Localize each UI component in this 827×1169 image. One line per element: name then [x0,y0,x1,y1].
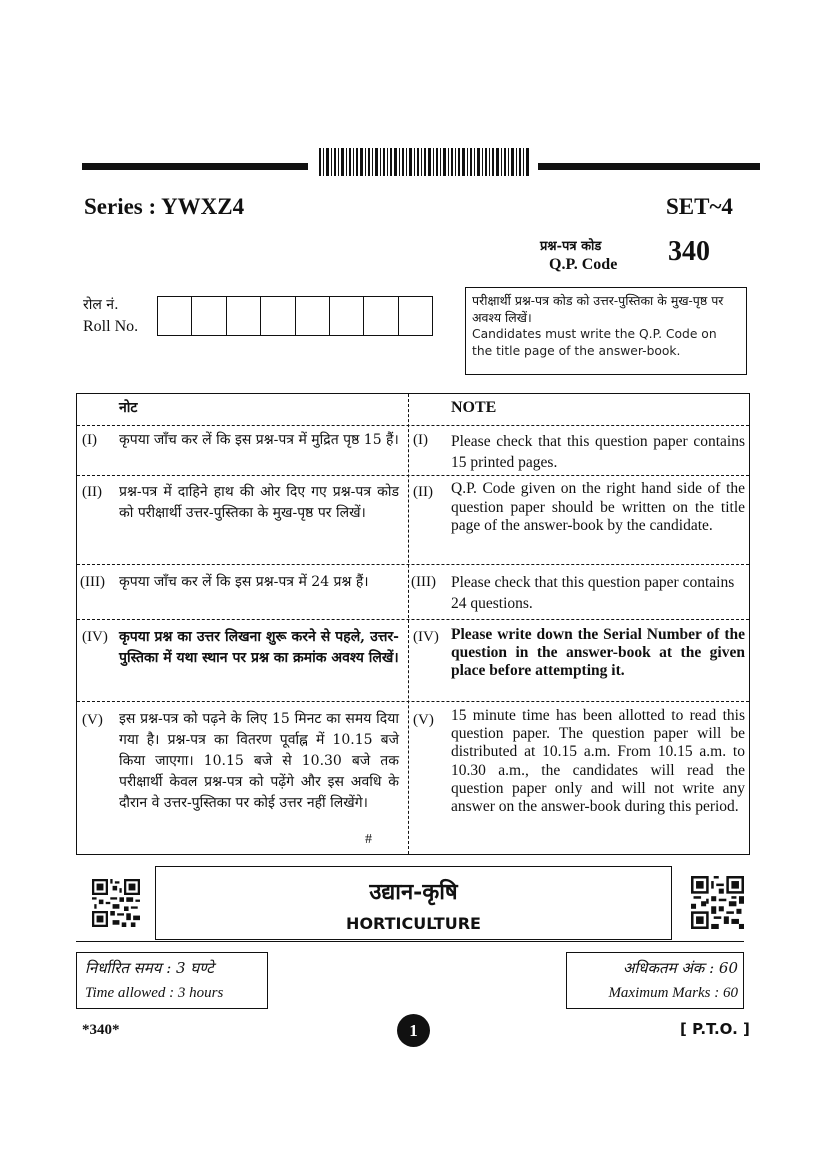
subject-box [155,866,672,940]
note-header-english: NOTE [451,399,497,416]
top-rule-right [538,163,760,170]
note-item-hindi: इस प्रश्न-पत्र को पढ़ने के लिए 15 मिनट का समय दिया गया है। प्रश्न-पत्र का वितरण पूर्वाह्न में 10.15 बजे किया जाएगा। 10.15 बजे से 10.30 बजे तक परीक्षार्थी केवल प्रश्न-पत्र को पढ़ेंगे और इस अवधि के दौरान वे उत्तर-पुस्तिका पर कोई उत्तर नहीं लिखेंगे। [119,711,399,811]
note-item-hindi: कृपया जाँच कर लें कि इस प्रश्न-पत्र में मुद्रित पृष्ठ 15 हैं। [119,432,399,448]
note-number: (IV) [413,629,439,645]
subject-title-hindi: उद्यान-कृषि [369,879,458,905]
column-divider [408,394,409,854]
note-number: (II) [413,484,433,500]
note-item-english: 15 minute time has been allotted to read this question paper. The question paper will be distributed at 10.15 a.m. From 10.15 a.m. to 10.30 a.m., the candidates will read the question paper only and will not write any answer on the answer-book during this period. [451,707,745,816]
row-divider [77,701,749,702]
qp-code-label-hindi: प्रश्न-पत्र कोड [540,239,602,254]
note-number: (V) [413,712,434,728]
row-divider [77,619,749,620]
note-item-hindi: कृपया जाँच कर लें कि इस प्रश्न-पत्र में 24 प्रश्न हैं। [119,574,369,590]
candidate-instruction-hindi: परीक्षार्थी प्रश्न-पत्र कोड को उत्तर-पुस्तिका के मुख-पृष्ठ पर अवश्य लिखें। [472,293,724,325]
roll-box[interactable] [261,297,295,335]
maximum-marks-box [566,952,744,1009]
top-rule-left [82,163,308,170]
note-item-english: Q.P. Code given on the right hand side of the question paper should be written on the title page of the answer-book by the candidate. [451,480,745,534]
pto-label: [ P.T.O. ] [680,1020,750,1038]
qp-code-label-english: Q.P. Code [549,256,618,273]
note-number: (V) [82,712,103,728]
qr-code-right-icon [691,876,744,929]
note-number: (I) [413,432,428,448]
qr-code-left-icon [92,879,140,927]
roll-box[interactable] [192,297,226,335]
page-number: 1 [397,1014,430,1047]
row-divider [77,475,749,476]
divider [76,941,744,942]
set-label: SET~4 [666,194,733,219]
series-label: Series : YWXZ4 [84,194,245,219]
note-table [76,393,750,855]
candidate-instruction-box [465,287,747,375]
qp-code-value: 340 [668,236,710,267]
hash-mark: # [365,832,372,847]
row-divider [77,425,749,426]
roll-box[interactable] [330,297,364,335]
roll-box[interactable] [399,297,432,335]
row-divider [77,564,749,565]
time-allowed-hindi: निर्धारित समय : 3 घण्टे [85,959,214,977]
maximum-marks-hindi: अधिकतम अंक : 60 [622,959,738,977]
note-item-english: Please check that this question paper contains 24 questions. [451,574,735,612]
maximum-marks-english: Maximum Marks : 60 [608,985,738,1001]
note-number: (III) [411,574,436,590]
note-item-hindi: कृपया प्रश्न का उत्तर लिखना शुरू करने से पहले, उत्तर-पुस्तिका में यथा स्थान पर प्रश्न का क्रमांक अवश्य लिखें। [119,629,399,666]
note-number: (I) [82,432,97,448]
note-header-hindi: नोट [119,400,138,416]
barcode [319,148,529,176]
note-number: (IV) [82,629,108,645]
note-number: (II) [82,484,102,500]
note-item-english: Please write down the Serial Number of the question in the answer-book at the given place before attempting it. [451,626,745,679]
note-item-hindi: प्रश्न-पत्र में दाहिने हाथ की ओर दिए गए प्रश्न-पत्र कोड को परीक्षार्थी उत्तर-पुस्तिका के मुख-पृष्ठ पर लिखें। [119,484,399,521]
candidate-instruction-english: Candidates must write the Q.P. Code on the title page of the answer-book. [472,327,717,358]
time-allowed-box [76,952,268,1009]
roll-box[interactable] [227,297,261,335]
note-item-english: Please check that this question paper contains 15 printed pages. [451,433,745,471]
roll-label-hindi: रोल नं. [83,297,119,313]
roll-number-boxes[interactable] [157,296,433,336]
subject-title-english: HORTICULTURE [346,914,481,933]
roll-box[interactable] [364,297,398,335]
roll-label-english: Roll No. [83,318,139,335]
footer-code: *340* [82,1022,120,1038]
roll-box[interactable] [296,297,330,335]
time-allowed-english: Time allowed : 3 hours [85,985,224,1001]
roll-box[interactable] [158,297,192,335]
note-number: (III) [80,574,105,590]
